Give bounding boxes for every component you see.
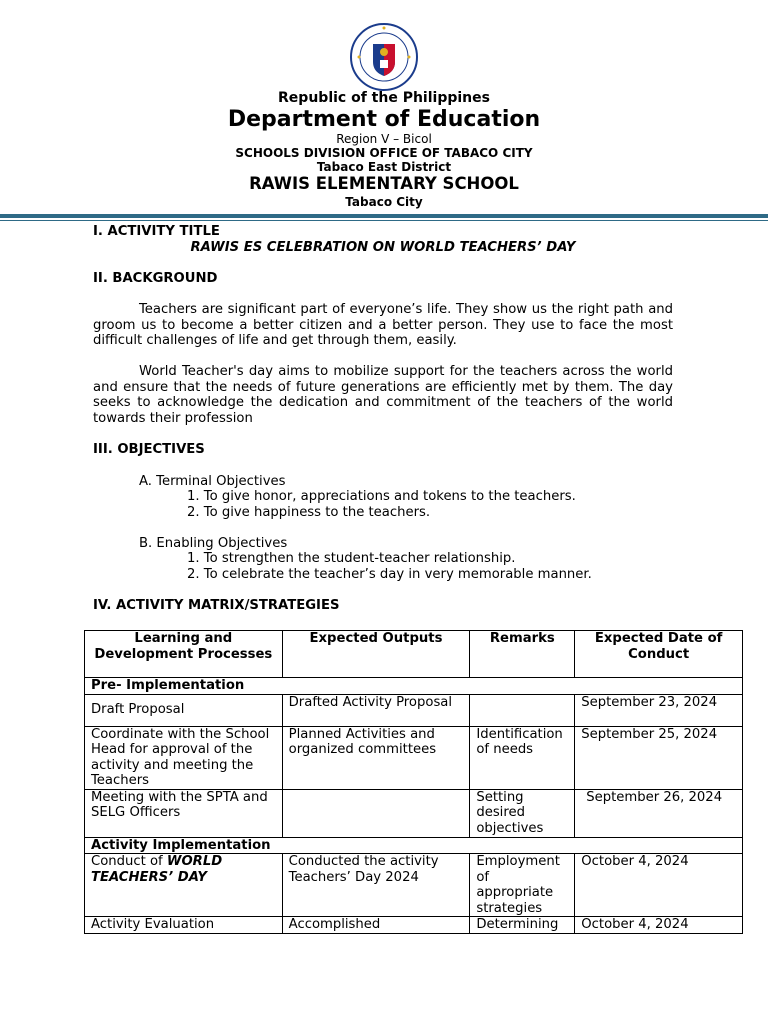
cell-date: September 25, 2024 (575, 726, 743, 789)
table-row (85, 917, 743, 934)
division-line: SCHOOLS DIVISION OFFICE OF TABACO CITY (235, 146, 533, 160)
table-row (85, 694, 743, 726)
table-row (85, 854, 743, 917)
school-name: RAWIS ELEMENTARY SCHOOL (249, 174, 519, 193)
cell-remarks: Setting desired objectives (470, 789, 575, 837)
table-row (85, 726, 743, 789)
conduct-event: WORLD TEACHERS’ DAY (91, 854, 223, 885)
terminal-objective-2: 2. To give happiness to the teachers. (187, 505, 431, 520)
cell-output (282, 789, 470, 837)
cell-remarks (470, 694, 575, 726)
cell-process (85, 854, 283, 917)
enabling-objective-1: 1. To strengthen the student-teacher relationship. (187, 551, 516, 566)
header-rule-thin (0, 220, 768, 221)
column-header-processes: Learning and Development Processes (85, 631, 283, 678)
activity-title-heading: I. ACTIVITY TITLE (93, 224, 220, 239)
conduct-prefix: Conduct of (91, 854, 163, 869)
cell-text: Draft Proposal (91, 702, 185, 718)
background-heading: II. BACKGROUND (93, 271, 218, 286)
section-label: Pre- Implementation (85, 678, 743, 695)
column-header-date: Expected Date of Conduct (575, 631, 743, 678)
table-header-row (85, 631, 743, 678)
section-label: Activity Implementation (85, 837, 743, 854)
activity-title: RAWIS ES CELEBRATION ON WORLD TEACHERS’ DAY (190, 240, 576, 255)
terminal-objectives-label: A. Terminal Objectives (139, 474, 286, 489)
cell-remarks: Determining (470, 917, 575, 934)
objectives-heading: III. OBJECTIVES (93, 442, 205, 457)
activity-matrix-table (84, 630, 743, 934)
header-rule-thick (0, 214, 768, 218)
column-header-outputs: Expected Outputs (282, 631, 470, 678)
background-paragraph-1: Teachers are significant part of everyone’s life. They show us the right path and groom us to become a better citizen and a better person. They use to face the most difficult challenges of life and get through them, easily. (93, 302, 673, 348)
cell-process: Meeting with the SPTA and SELG Officers (85, 789, 283, 837)
cell-remarks: Employment of appropriate strategies (470, 854, 575, 917)
column-header-remarks: Remarks (470, 631, 575, 678)
activity-matrix-heading: IV. ACTIVITY MATRIX/STRATEGIES (93, 598, 340, 613)
cell-process: Activity Evaluation (85, 917, 283, 934)
cell-process (85, 694, 283, 726)
cell-output: Accomplished (282, 917, 470, 934)
region-line: Region V – Bicol (336, 132, 432, 146)
cell-output: Conducted the activity Teachers’ Day 2024 (282, 854, 470, 917)
deped-seal-logo (349, 22, 419, 92)
terminal-objective-1: 1. To give honor, appreciations and tokens to the teachers. (187, 489, 576, 504)
cell-remarks: Identification of needs (470, 726, 575, 789)
cell-date: October 4, 2024 (575, 917, 743, 934)
section-row-activity-implementation (85, 837, 743, 854)
city-line: Tabaco City (345, 195, 423, 209)
department-title: Department of Education (227, 107, 541, 132)
table-row (85, 789, 743, 837)
cell-process: Coordinate with the School Head for approval of the activity and meeting the Teachers (85, 726, 283, 789)
district-line: Tabaco East District (316, 160, 452, 174)
republic-line: Republic of the Philippines (278, 90, 490, 106)
enabling-objective-2: 2. To celebrate the teacher’s day in very memorable manner. (187, 567, 592, 582)
section-row-pre-implementation (85, 678, 743, 695)
cell-date: September 26, 2024 (575, 789, 743, 837)
cell-output: Planned Activities and organized committees (282, 726, 470, 789)
cell-date: October 4, 2024 (575, 854, 743, 917)
cell-output: Drafted Activity Proposal (282, 694, 470, 726)
enabling-objectives-label: B. Enabling Objectives (139, 536, 288, 551)
cell-date: September 23, 2024 (575, 694, 743, 726)
background-paragraph-2: World Teacher's day aims to mobilize support for the teachers across the world and ensure that the needs of future generations are efficiently met by them. The day seeks to acknowledge the dedication and commitment of the teachers of the world towards their profession (93, 364, 673, 426)
